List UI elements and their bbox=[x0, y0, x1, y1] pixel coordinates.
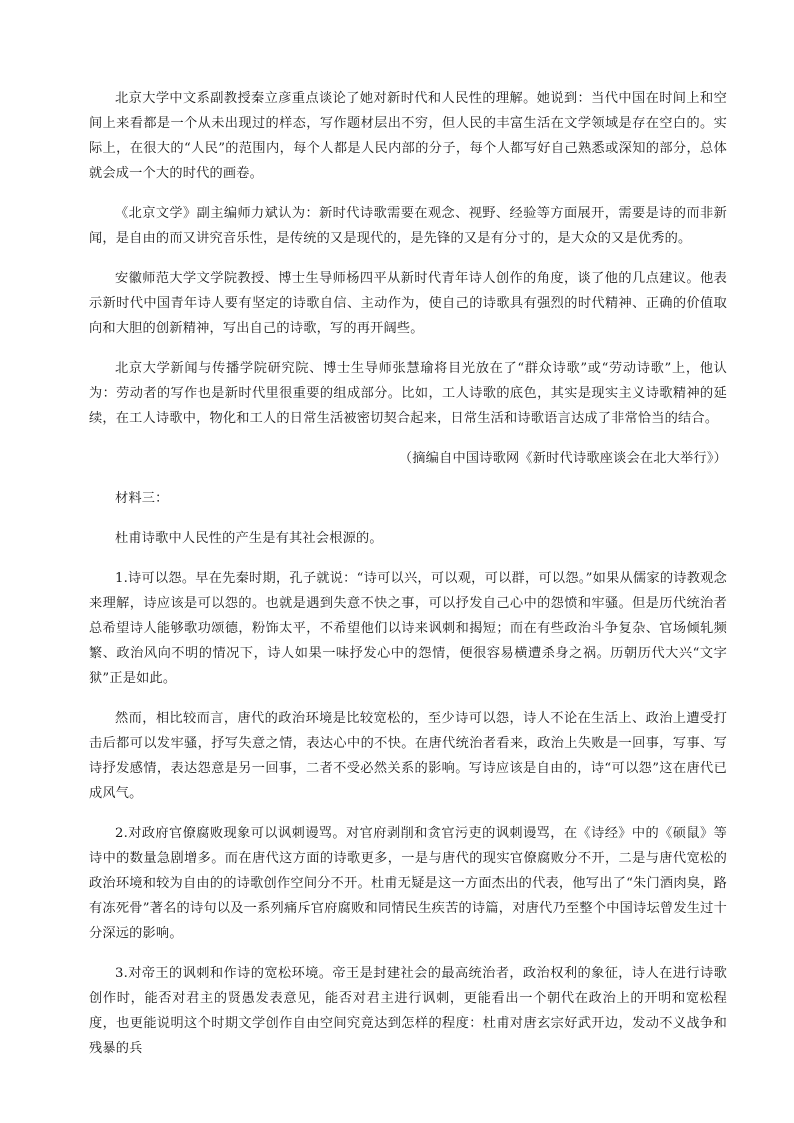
paragraph-point-three: 3.对帝王的讽刺和作诗的宽松环境。帝王是封建社会的最高统治者，政治权利的象征，诗人在进行诗歌创作时，能否对君主的贤愚发表意见，能否对君主进行讽刺，更能看出一个朝代在政治上的开明和宽松程度，也更能说明这个时期文学创作自由空间究竟达到怎样的程度：杜甫对唐玄宗好武开边，发动不义战争和残暴的兵 bbox=[89, 966, 727, 1056]
paragraph-zhang-huiyu: 北京大学新闻与传播学院研究院、博士生导师张慧瑜将目光放在了“群众诗歌”或“劳动诗歌”上，他认为：劳动者的写作也是新时代里很重要的组成部分。比如，工人诗歌的底色，其实是现实主义诗歌精神的延续，在工人诗歌中，物化和工人的日常生活被密切契合起来，日常生活和诗歌语言达成了非常恰当的结合。 bbox=[89, 361, 727, 426]
paragraph-shi-libin: 《北京文学》副主编师力斌认为：新时代诗歌需要在观念、视野、经验等方面展开，需要是诗的而非新闻，是自由的而又讲究音乐性，是传统的又是现代的，是先锋的又是有分寸的，是大众的又是优秀的。 bbox=[89, 206, 727, 246]
paragraph-social-roots: 杜甫诗歌中人民性的产生是有其社会根源的。 bbox=[115, 531, 383, 546]
paragraph-yang-siping: 安徽师范大学文学院教授、博士生导师杨四平从新时代青年诗人创作的角度，谈了他的几点建议。他表示新时代中国青年诗人要有坚定的诗歌自信、主动作为，使自己的诗歌具有强烈的时代精神、正确的价值取向和大胆的创新精神，写出自己的诗歌，写的再开阔些。 bbox=[89, 271, 727, 336]
material-three-label: 材料三： bbox=[115, 491, 169, 506]
paragraph-qin-liyan: 北京大学中文系副教授秦立彦重点谈论了她对新时代和人民性的理解。她说到：当代中国在时间上和空间上来看都是一个从未出现过的样态，写作题材层出不穷，但人民的丰富生活在文学领域是存在空白的。实际上，在很大的“人民”的范围内，每个人都是人民内部的分子，每个人都写好自己熟悉或深知的部分，总体就会成一个大的时代的画卷。 bbox=[89, 91, 727, 181]
document-page bbox=[89, 86, 727, 1061]
source-citation: （摘编自中国诗歌网《新时代诗歌座谈会在北大举行》） bbox=[398, 451, 727, 466]
paragraph-point-two: 2.对政府官僚腐败现象可以讽刺谩骂。对官府剥削和贪官污吏的讽刺谩骂，在《诗经》中的《硕鼠》等诗中的数量急剧增多。而在唐代这方面的诗歌更多，一是与唐代的现实官僚腐败分不开，二是与唐代宽松的政治环境和较为自由的的诗歌创作空间分不开。杜甫无疑是这一方面杰出的代表，他写出了“朱门酒肉臭，路有冻死骨”著名的诗句以及一系列痛斥官府腐败和同情民生疾苦的诗篇，对唐代乃至整个中国诗坛曾发生过十分深远的影响。 bbox=[89, 826, 727, 941]
paragraph-tang-environment: 然而，相比较而言，唐代的政治环境是比较宽松的，至少诗可以怨，诗人不论在生活上、政治上遭受打击后都可以发牢骚，抒写失意之情，表达心中的不快。在唐代统治者看来，政治上失败是一回事，写事、写诗抒发感情，表达怨意是另一回事，二者不受必然关系的影响。写诗应该是自由的，诗“可以怨”这在唐代已成风气。 bbox=[89, 711, 727, 801]
paragraph-point-one: 1.诗可以怨。早在先秦时期，孔子就说：“诗可以兴，可以观，可以群，可以怨。”如果从儒家的诗教观念来理解，诗应该是可以怨的。也就是遇到失意不快之事，可以抒发自己心中的怨愤和牢骚。但是历代统治者总希望诗人能够歌功颂德，粉饰太平，不希望他们以诗来讽刺和揭短；而在有些政治斗争复杂、官场倾轧频繁、政治风向不明的情况下，诗人如果一味抒发心中的怨情，便很容易横遭杀身之祸。历朝历代大兴“文字狱”正是如此。 bbox=[89, 571, 727, 686]
